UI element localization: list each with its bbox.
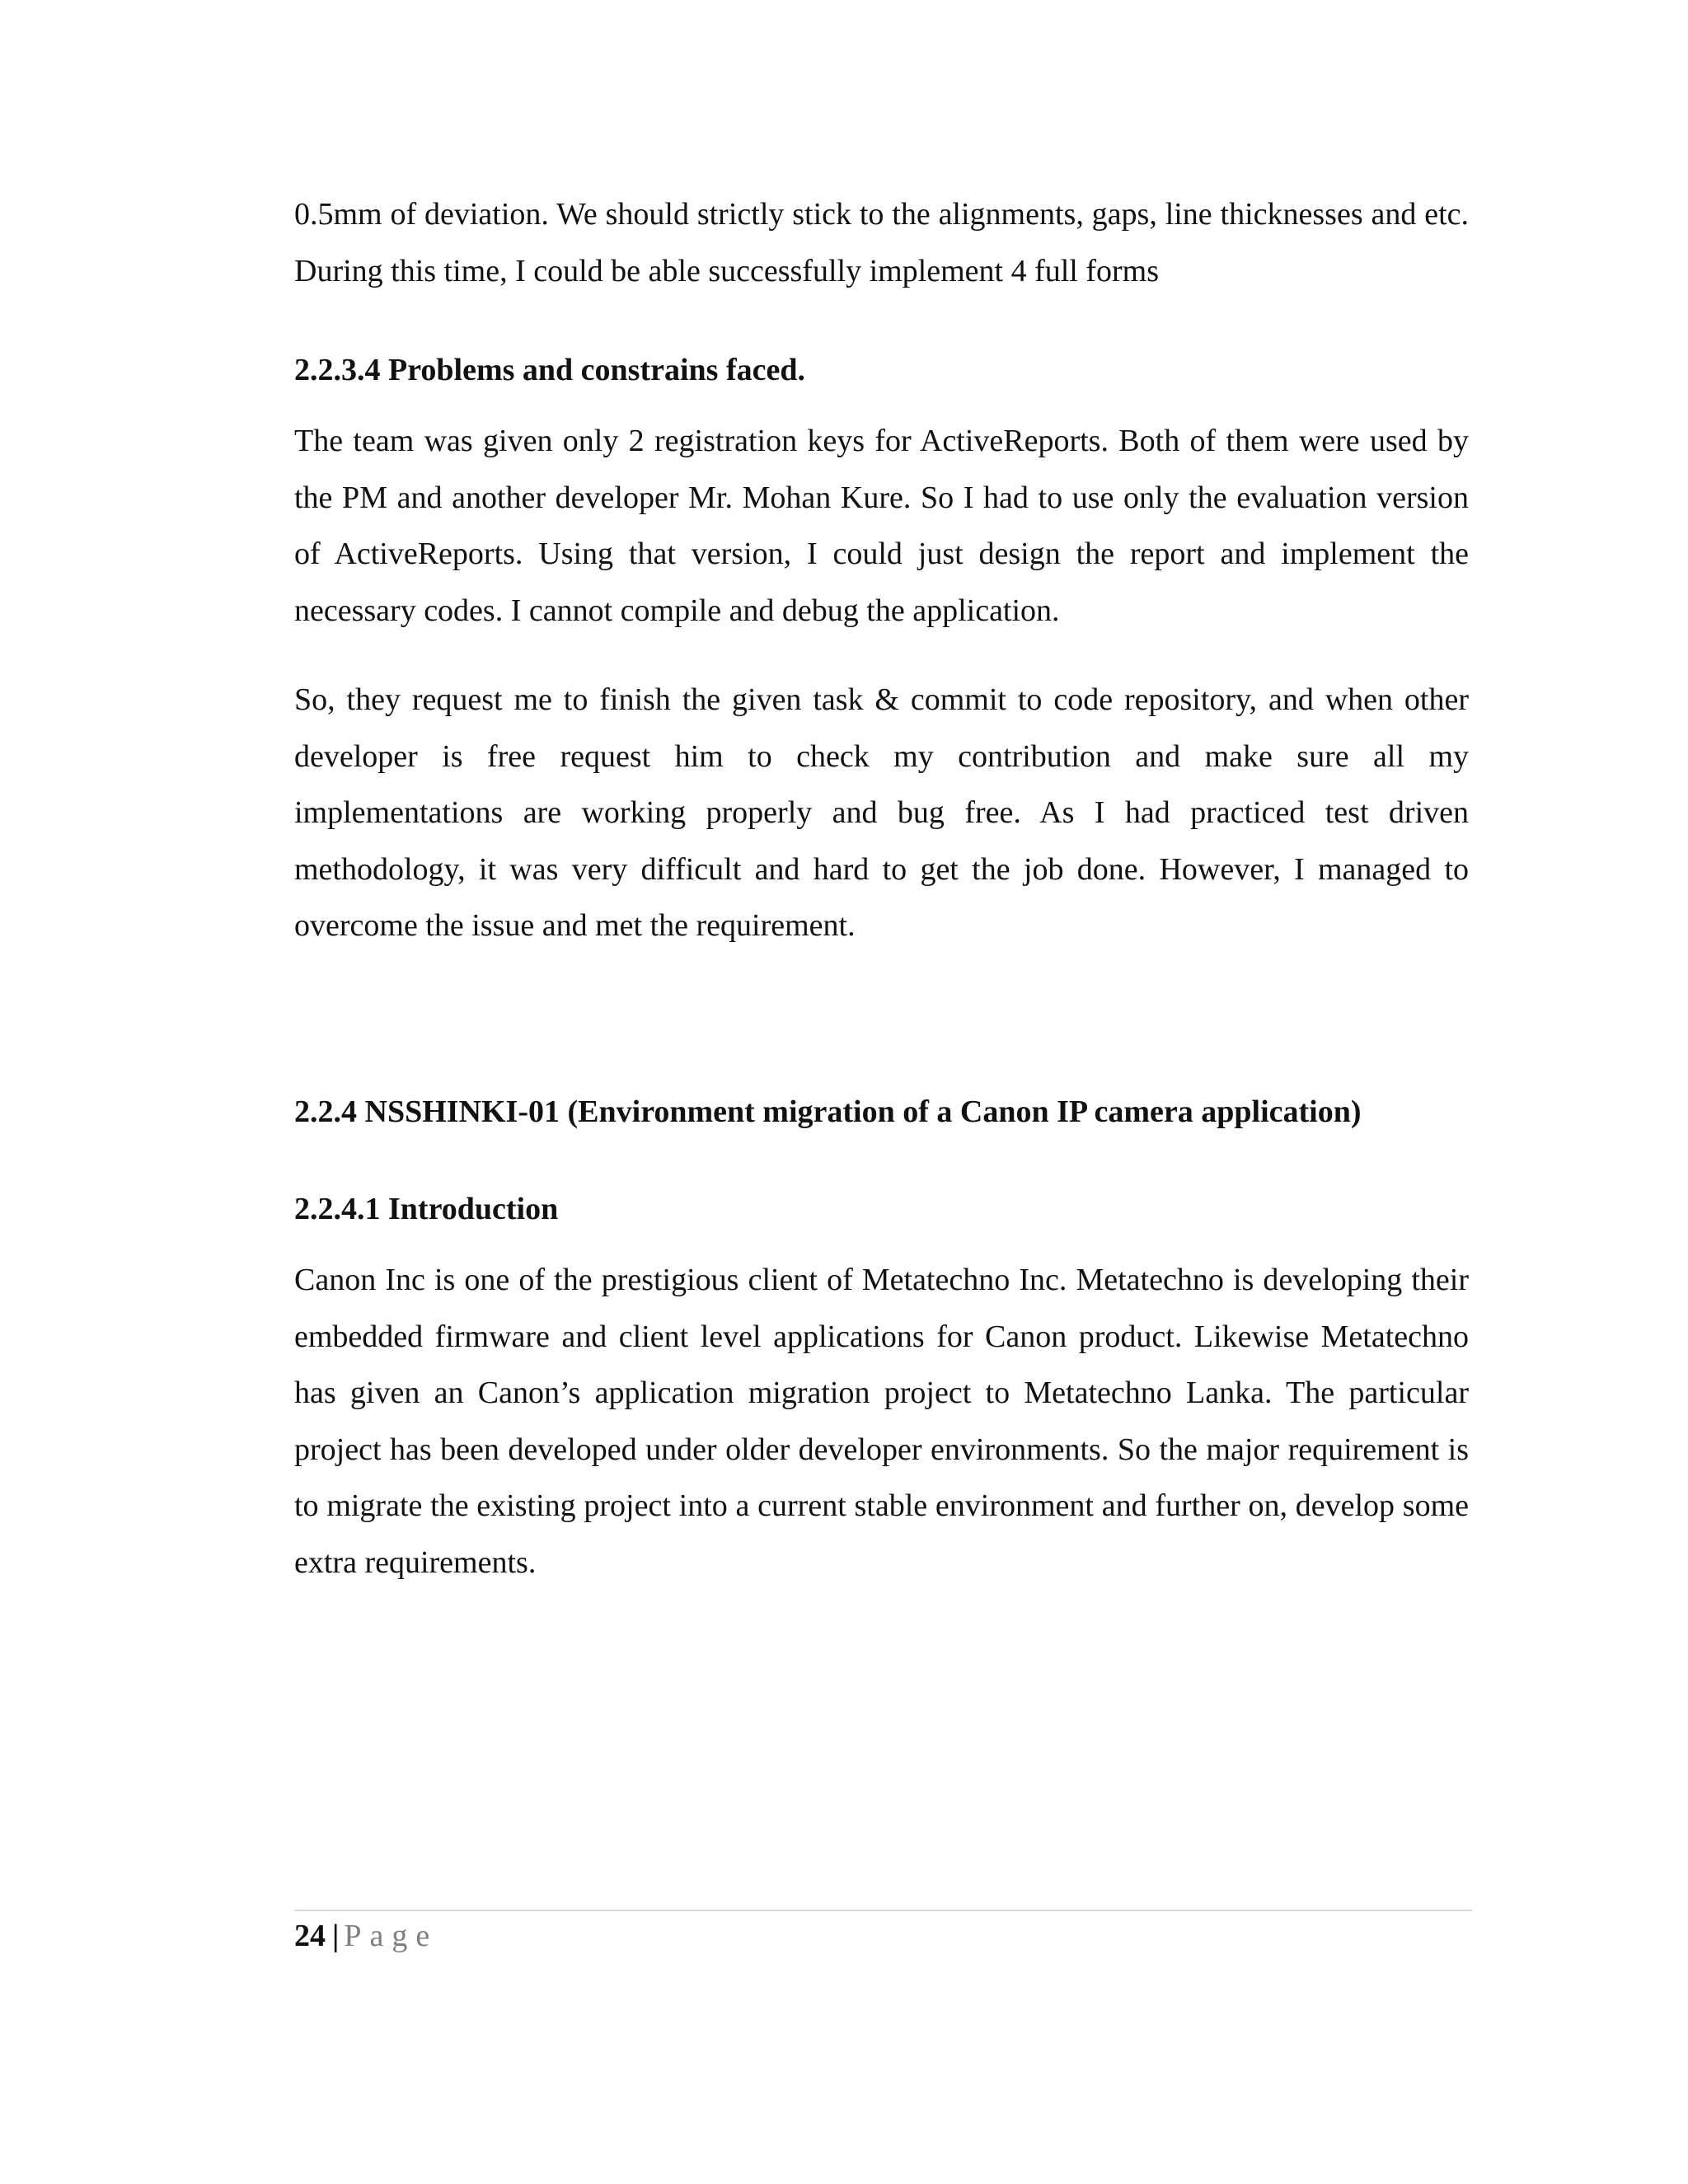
section-heading-2-2-4: 2.2.4 NSSHINKI-01 (Environment migration of a Canon IP camera application) [294, 1094, 1362, 1129]
page-footer [294, 1917, 438, 1955]
page-label: Page [344, 1919, 438, 1953]
page-number: 24 [294, 1919, 326, 1953]
section-heading-2-2-4-1: 2.2.4.1 Introduction [294, 1192, 559, 1226]
footer-separator: | [332, 1919, 340, 1953]
section-heading-2-2-3-4: 2.2.3.4 Problems and constrains faced. [294, 353, 805, 387]
footer-divider [294, 1910, 1472, 1911]
problems-paragraph-1: The team was given only 2 registration keys for ActiveReports. Both of them were used by the PM and another developer Mr. Mohan Kure. So I had to use only the evaluation version of ActiveReports. Using that version, I could just design the report and implement the necessary codes. I cannot compile and debug the application. [294, 424, 1469, 628]
intro-paragraph: 0.5mm of deviation. We should strictly stick to the alignments, gaps, line thicknesses and etc. During this time, I could be able successfully implement 4 full forms [294, 197, 1469, 288]
introduction-paragraph: Canon Inc is one of the prestigious client of Metatechno Inc. Metatechno is developing their embedded firmware and client level applications for Canon product. Likewise Metatechno has given an Canon’s application migration project to Metatechno Lanka. The particular project has been developed under older developer environments. So the major requirement is to migrate the existing project into a current stable environment and further on, develop some extra requirements. [294, 1263, 1469, 1580]
problems-paragraph-2: So, they request me to finish the given task & commit to code repository, and when other developer is free request him to check my contribution and make sure all my implementations are working properly and bug free. As I had practiced test driven methodology, it was very difficult and hard to get the job done. However, I managed to overcome the issue and met the requirement. [294, 682, 1469, 943]
